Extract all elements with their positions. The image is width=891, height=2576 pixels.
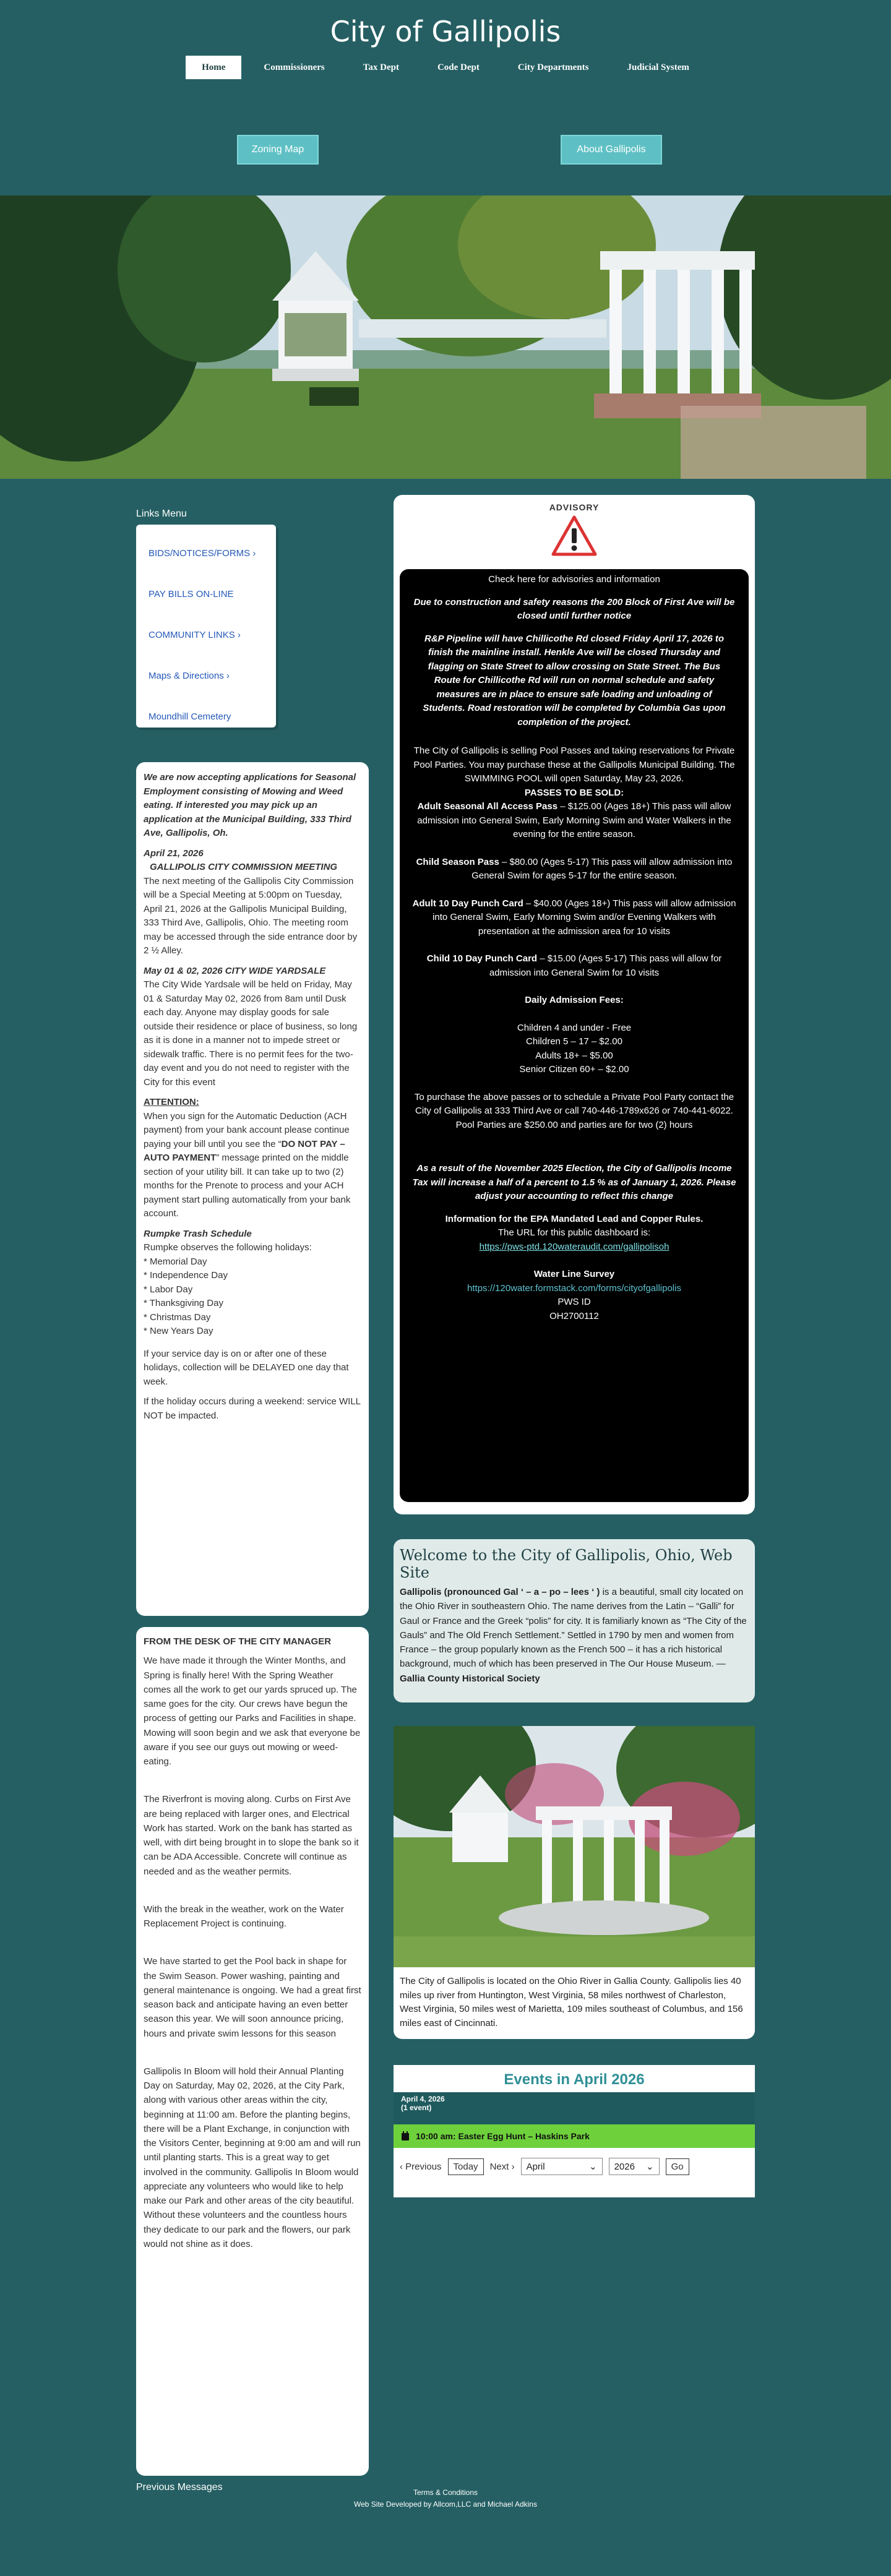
desk-heading: FROM THE DESK OF THE CITY MANAGER: [144, 1636, 332, 1647]
welcome-heading: Welcome to the City of Gallipolis, Ohio, Web Site: [400, 1547, 733, 1581]
pws-label: PWS ID: [557, 1297, 591, 1307]
hero-illustration: [0, 195, 891, 479]
pass-adult-punch: [408, 897, 740, 939]
warning-icon: [551, 515, 598, 557]
welcome-text: [400, 1585, 749, 1686]
chevron-right-icon: ›: [237, 630, 241, 640]
pass-adult-seasonal: [408, 800, 740, 842]
pass-name: Adult Seasonal All Access Pass: [417, 801, 558, 812]
water-survey-link[interactable]: https://120water.formstack.com/forms/cityofgallipolis: [467, 1282, 681, 1294]
month-select[interactable]: [521, 2158, 603, 2175]
yardsale-body: The City Wide Yardsale will be held on Friday, May 01 & Saturday May 02, 2026 from 8am until Dusk each day. Anyone may display goods for sale outside their residence or place of business, so long as it is done in a manner not to impede street or sidewalk traffic. There is no permit fees for the two-day event and you do not need to register with the City for this event: [144, 979, 358, 1088]
daily-fees-list: [408, 1021, 740, 1077]
fee-item: Children 4 and under - Free: [517, 1022, 632, 1033]
passes-heading: PASSES TO BE SOLD:: [524, 787, 624, 798]
chevron-right-icon: ›: [226, 671, 230, 681]
fee-item: Senior Citizen 60+ – $2.00: [519, 1064, 629, 1075]
nav-judicial-system[interactable]: Judicial System: [627, 62, 689, 72]
holiday-item: * Memorial Day: [144, 1256, 207, 1267]
city-manager-card: [136, 1627, 369, 2476]
pass-detail: – $125.00 (Ages 18+) This pass will allow admission into General Swim, Early Morning Swim and Water Walkers in the evening for the entire season.: [417, 801, 731, 839]
nav-tax-dept[interactable]: Tax Dept: [363, 62, 399, 72]
attention-bold: DO NOT PAY – AUTO PAYMENT: [144, 1138, 345, 1163]
desk-paragraph: We have started to get the Pool back in shape for the Swim Season. Power washing, painting and general maintenance is ongoing. We had a great first season back and anticipate having an even better season this year. We will soon announce pricing, hours and private swim lessons for this season: [144, 1956, 361, 2039]
epa-heading: Information for the EPA Mandated Lead and Copper Rules.: [445, 1213, 704, 1224]
meeting-heading: GALLIPOLIS CITY COMMISSION MEETING: [150, 862, 338, 872]
pass-name: Child 10 Day Punch Card: [426, 953, 538, 964]
about-gallipolis-button[interactable]: About Gallipolis: [561, 135, 662, 165]
zoning-map-button[interactable]: Zoning Map: [237, 135, 319, 165]
previous-label: Previous: [405, 2161, 442, 2172]
employment-notice: We are now accepting applications for Seasonal Employment consisting of Mowing and Weed eating. If interested you may pick up an application at the Municipal Building, 333 Third Ave, Gallipolis, Oh.: [144, 772, 356, 838]
fee-item: Adults 18+ – $5.00: [535, 1050, 613, 1061]
event-day-count: (1 event): [401, 2103, 432, 2112]
link-bids-notices-forms[interactable]: [136, 533, 276, 574]
next-month-button[interactable]: [490, 2162, 515, 2172]
calendar-icon: [401, 2131, 410, 2141]
meeting-body: The next meeting of the Gallipolis City Commission will be a Special Meeting at 5:00pm on Tuesday, April 21, 2026 at the Gallipolis Municipal Building, 333 Third Ave, Gallipolis, Ohio. The meeting room may be accessed through the side entrance door by 2 ½ Alley.: [144, 875, 358, 956]
footer-credit: Web Site Developed by Allcom,LLC and Michael Adkins: [354, 2500, 537, 2509]
site-title: City of Gallipolis: [330, 15, 561, 48]
pws-id: OH2700112: [549, 1310, 599, 1321]
link-moundhill-cemetery[interactable]: [136, 697, 276, 737]
gazebo-photo: [394, 1726, 755, 1971]
link-label: Moundhill Cemetery: [148, 711, 231, 722]
link-label: PAY BILLS ON-LINE: [148, 589, 234, 599]
link-pay-bills[interactable]: [136, 574, 276, 615]
pass-name: Adult 10 Day Punch Card: [412, 898, 523, 909]
welcome-card: [394, 1539, 755, 1702]
holiday-item: * New Years Day: [144, 1326, 213, 1336]
calendar-nav: [394, 2148, 755, 2185]
desk-paragraph: We have made it through the Winter Months, and Spring is finally here! With the Spring Weather comes all the work to get our yards spruced up. The same goes for the city. Our crews have begun the process of getting our Parks and Facilities in shape. Mowing will soon begin and we ask that everyone be aware if you see our guys out mowing or weed-eating.: [144, 1655, 361, 1767]
welcome-credit: Gallia County Historical Society: [400, 1673, 540, 1684]
event-day-header: [394, 2092, 755, 2119]
trash-delay: If your service day is on or after one of these holidays, collection will be DELAYED one day that week.: [144, 1348, 349, 1387]
attention-body: [144, 1110, 361, 1221]
pass-name: Child Season Pass: [416, 856, 499, 867]
chevron-down-icon: ⌄: [589, 2162, 597, 2172]
water-survey-heading: Water Line Survey: [533, 1269, 615, 1279]
advisory-content: [400, 569, 749, 1502]
link-community-links[interactable]: [136, 615, 276, 656]
holiday-item: * Christmas Day: [144, 1312, 211, 1323]
advisory-card: [394, 495, 755, 1514]
chevron-right-icon: ›: [252, 548, 256, 559]
event-day-date: April 4, 2026: [401, 2095, 445, 2103]
links-menu-label: Links Menu: [136, 509, 187, 519]
epa-url-label: The URL for this public dashboard is:: [497, 1227, 651, 1238]
closure-notice: Due to construction and safety reasons the 200 Block of First Ave will be closed until further notice: [413, 596, 735, 621]
pronunciation: Gallipolis (pronounced Gal ‘ – a – po – lees ‘ ): [400, 1587, 600, 1597]
desk-paragraph: Gallipolis In Bloom will hold their Annual Planting Day on Saturday, May 02, 2026, at the City Park, along with various other areas within the city, beginning at 11:00 am. Before the planting begins, there will be a Plant Exchange, in conjunction with the Visitors Center, beginning at 9:00 am and will run until planting starts. This is a great way to get involved in the community. Gallipolis In Bloom would appreciate any volunteers who would like to help make our Park and other areas of the city beautiful. Without these volunteers and the countless hours they dedicate to our park and the flowers, our park would not shine as it does.: [144, 2066, 361, 2249]
nav-city-departments[interactable]: City Departments: [517, 62, 589, 72]
events-widget: [394, 2065, 755, 2197]
epa-dashboard-link[interactable]: https://pws-ptd.120wateraudit.com/gallipolisoh: [479, 1241, 669, 1252]
pass-child-punch: [408, 952, 740, 980]
year-select[interactable]: [609, 2158, 660, 2175]
nav-home[interactable]: Home: [186, 56, 241, 79]
chevron-down-icon: ⌄: [646, 2162, 654, 2172]
attention-heading: ATTENTION:: [144, 1097, 199, 1107]
next-label: Next: [489, 2161, 509, 2172]
trash-weekend: If the holiday occurs during a weekend: service WILL NOT be impacted.: [144, 1396, 361, 1421]
trash-intro: Rumpke observes the following holidays:: [144, 1242, 312, 1253]
event-day-spacer: [394, 2119, 755, 2124]
pool-party-info: To purchase the above passes or to schedule a Private Pool Party contact the City of Gallipolis at 333 Third Ave or call 740-446-1789x626 or 740-441-6022. Pool Parties are $250.00 and parties are for two (2) hours: [414, 1091, 734, 1130]
go-button[interactable]: Go: [666, 2158, 689, 2175]
links-menu: [136, 525, 276, 728]
terms-link[interactable]: Terms & Conditions: [413, 2488, 478, 2497]
today-button[interactable]: Today: [448, 2158, 484, 2175]
location-card: The City of Gallipolis is located on the Ohio River in Gallia County. Gallipolis lies 40 miles up river from Huntington, West Virginia, 58 miles northwest of Charleston, West Virginia, 50 miles west of Marietta, 109 miles southeast of Columbus, and 156 miles east of Cincinnati.: [394, 1967, 755, 2039]
year-value: 2026: [614, 2161, 635, 2172]
pass-child-season: [408, 856, 740, 883]
holiday-item: * Thanksgiving Day: [144, 1298, 223, 1308]
event-item-label: 10:00 am: Easter Egg Hunt – Haskins Park: [416, 2131, 590, 2141]
desk-paragraph: The Riverfront is moving along. Curbs on First Ave are being replaced with larger ones, and Electrical Work has started. Work on the bank has started as well, with dirt being brought in to slope the bank so it can be ADA Accessible. Concrete will continue as needed and as the weather permits.: [144, 1794, 359, 1877]
yardsale-heading: May 01 & 02, 2026 CITY WIDE YARDSALE: [144, 965, 326, 976]
advisory-title: ADVISORY: [549, 502, 600, 512]
meeting-date: April 21, 2026: [144, 848, 204, 859]
daily-fees-heading: Daily Admission Fees:: [525, 995, 624, 1005]
previous-month-button[interactable]: [400, 2162, 442, 2172]
nav-code-dept[interactable]: Code Dept: [437, 62, 480, 72]
fee-item: Children 5 – 17 – $2.00: [526, 1036, 622, 1047]
link-maps-directions[interactable]: [136, 656, 276, 697]
gazebo-illustration: [394, 1726, 755, 1971]
pass-detail: – $40.00 (Ages 18+) This pass will allow admission into General Swim, Early Morning Swim and/or Evening Walkers with presentation at the admission area for 10 visits: [433, 898, 736, 937]
link-label: COMMUNITY LINKS: [148, 630, 235, 640]
pass-detail: – $80.00 (Ages 5-17) This pass will allow admission into General Swim for ages 5-17 for the entire season.: [471, 856, 733, 881]
trash-heading: Rumpke Trash Schedule: [144, 1228, 252, 1239]
holiday-item: * Labor Day: [144, 1284, 193, 1295]
advisory-check-link[interactable]: Check here for advisories and information: [488, 574, 660, 585]
nav-commissioners[interactable]: Commissioners: [264, 62, 325, 72]
main-nav: [0, 56, 891, 79]
link-label: BIDS/NOTICES/FORMS: [148, 548, 251, 559]
income-tax-notice: As a result of the November 2025 Election, the City of Gallipolis Income Tax will increase a half of a percent to 1.5 % as of January 1, 2026. Please adjust your accounting to reflect this change: [412, 1163, 736, 1201]
chevron-right-icon: ›: [509, 2161, 515, 2172]
link-label: Maps & Directions: [148, 671, 224, 681]
chevron-left-icon: ‹: [400, 2161, 406, 2172]
pool-intro: The City of Gallipolis is selling Pool Passes and taking reservations for Private Pool Parties. You may purchase these at the Gallipolis Municipal Building. The SWIMMING POOL will open Saturday, May 23, 2026.: [413, 745, 735, 784]
welcome-body: is a beautiful, small city located on the Ohio River in southeastern Ohio. The name derives from the Latin – “Galli” for Gaul or France and the Greek “polis” for city. It is familiarly known as “The City of the Gauls” and The Old French Settlement.” Settled in 1790 by men and women from France – the group popularly known as the French 500 – it has a rich historical background, much of which has been preserved in The Our House Museum. —: [400, 1587, 747, 1670]
month-value: April: [526, 2161, 545, 2172]
attention-text: When you sign for the Automatic Deduction (ACH payment) from your bank account please continue paying your bill until you see the “: [144, 1110, 350, 1149]
footer: [0, 2487, 891, 2510]
pass-detail: – $15.00 (Ages 5-17) This pass will allow for admission into General Swim for 10 visits: [489, 953, 722, 978]
desk-section-label: From the Desk of the City Manager: [136, 1601, 310, 1613]
holiday-item: * Independence Day: [144, 1270, 228, 1281]
previous-messages-link[interactable]: Previous Messages: [136, 2482, 223, 2492]
holiday-list: [144, 1255, 361, 1339]
news-card: [136, 762, 369, 1616]
attention-text: ” message printed on the middle section of your utility bill. It can take up to two (2) months for the Prenote to process and your ACH payment start pulling automatically from your bank account.: [144, 1153, 351, 1219]
pipeline-notice: R&P Pipeline will have Chillicothe Rd closed Friday April 17, 2026 to finish the mainline install. Henkle Ave will be closed Thursday and flagging on State Street to allow crossing on State Street. The Bus Route for Chillicothe Rd will run on normal schedule and safety measures are in place to ensure safe loading and unloading of Students. Road restoration will be completed by Columbia Gas upon completion of the project.: [423, 633, 726, 728]
hero-image: [0, 195, 891, 479]
event-item[interactable]: [394, 2124, 755, 2148]
desk-paragraph: With the break in the weather, work on the Water Replacement Project is continuing.: [144, 1904, 344, 1929]
events-title: Events in April 2026: [504, 2071, 645, 2088]
